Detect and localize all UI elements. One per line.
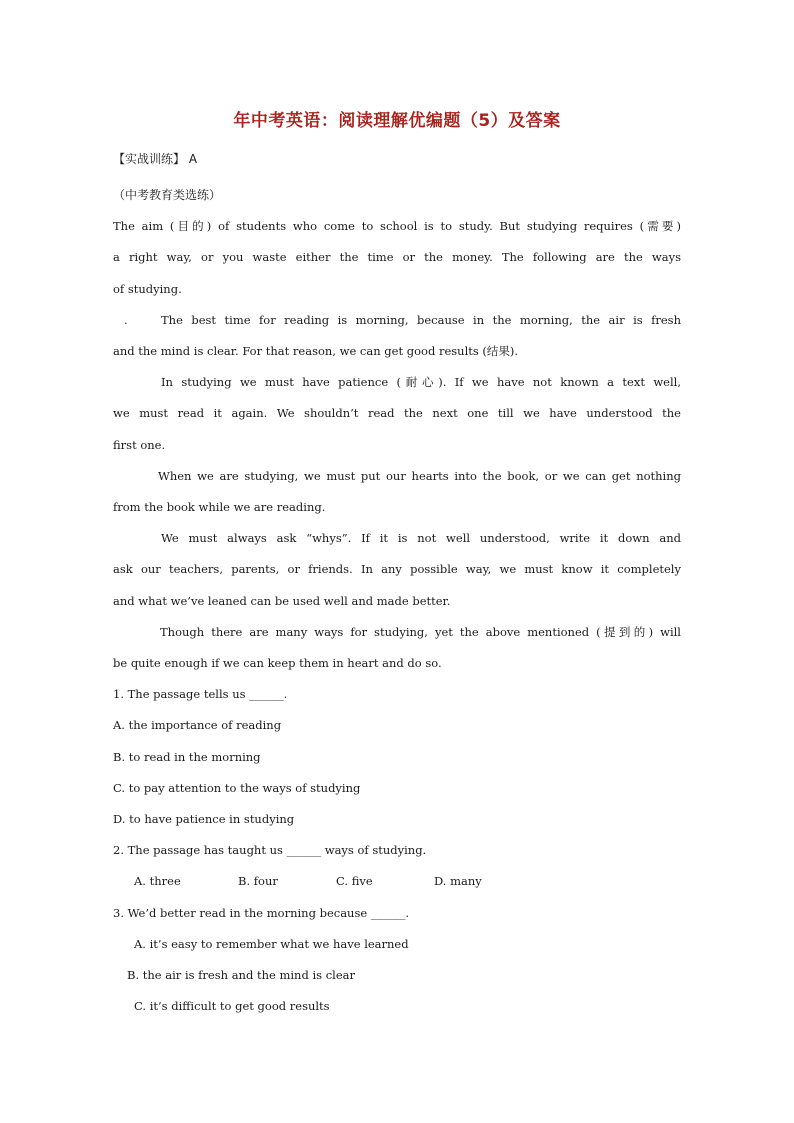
passage-line: The aim (目的) of students who come to school is to study. But studying requires (需要) (113, 219, 681, 233)
passage-line: When we are studying, we must put our hearts into the book, or we can get nothing (158, 469, 681, 483)
passage-line: ask our teachers, parents, or friends. In any possible way, we must know it completely (113, 562, 681, 576)
answer-option: B. four (238, 874, 278, 888)
source-note: （中考教育类选练） (113, 188, 222, 202)
answer-option: D. many (434, 874, 482, 888)
question-stem: 1. The passage tells us ______. (113, 687, 288, 701)
passage-line: be quite enough if we can keep them in heart and do so. (113, 656, 442, 670)
passage-line: and what we’ve leaned can be used well and made better. (113, 594, 451, 608)
passage-line: and the mind is clear. For that reason, we can get good results (结果). (113, 344, 519, 358)
page-title: 年中考英语：阅读理解优编题（5）及答案 (233, 111, 561, 131)
answer-option: B. to read in the morning (113, 750, 261, 764)
section-heading: 【实战训练】 A (113, 152, 198, 166)
paragraph-marker: . (124, 313, 128, 327)
passage-line: We must always ask “whys”. If it is not well understood, write it down and (161, 531, 681, 545)
answer-option: A. the importance of reading (113, 718, 282, 732)
passage-line: of studying. (113, 282, 182, 296)
answer-option: C. it’s difficult to get good results (134, 999, 330, 1013)
passage-line: In studying we must have patience (耐心). If we have not known a text well, (161, 375, 681, 389)
passage-line: from the book while we are reading. (113, 500, 326, 514)
answer-options-row (134, 873, 634, 889)
passage-line: we must read it again. We shouldn’t read the next one till we have understood the (113, 406, 681, 420)
question-stem: 3. We’d better read in the morning because ______. (113, 906, 409, 920)
passage-line: first one. (113, 438, 166, 452)
answer-option: C. to pay attention to the ways of studying (113, 781, 361, 795)
question-stem: 2. The passage has taught us ______ ways of studying. (113, 843, 427, 857)
passage-line: a right way, or you waste either the time or the money. The following are the ways (113, 250, 681, 264)
answer-option: A. it’s easy to remember what we have learned (134, 937, 409, 951)
answer-option: C. five (336, 874, 373, 888)
answer-option: D. to have patience in studying (113, 812, 295, 826)
passage-line: The best time for reading is morning, because in the morning, the air is fresh (161, 313, 681, 327)
answer-option: B. the air is fresh and the mind is clear (127, 968, 355, 982)
passage-line: Though there are many ways for studying, yet the above mentioned (提到的) will (160, 625, 681, 639)
answer-option: A. three (134, 874, 181, 888)
